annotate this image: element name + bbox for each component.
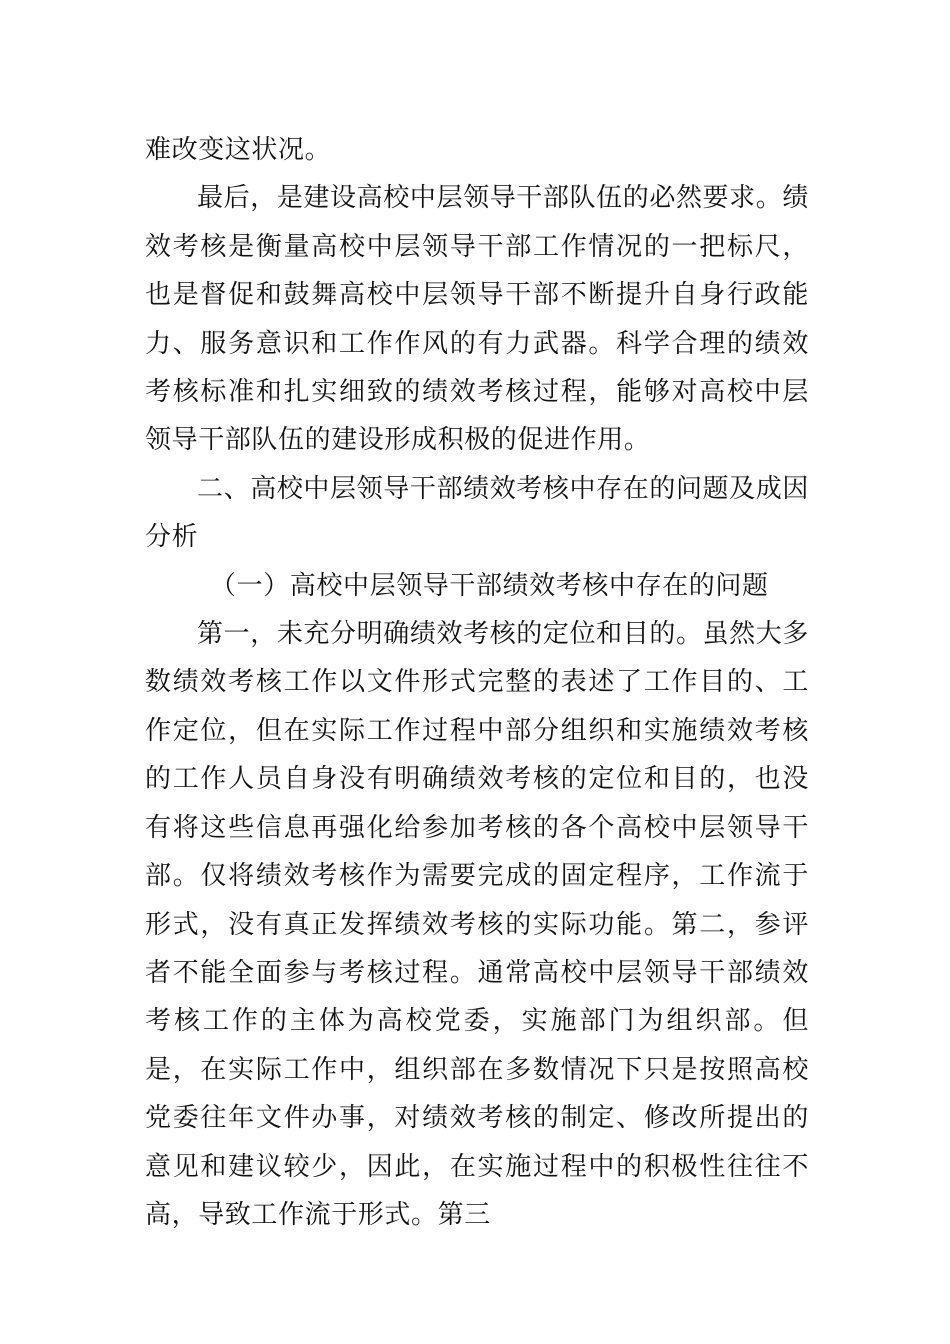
paragraph-finally: 最后，是建设高校中层领导干部队伍的必然要求。绩效考核是衡量高校中层领导干部工作情况的一把标尺，也是督促和鼓舞高校中层领导干部不断提升自身行政能力、服务意识和工作作风的有力武器。科学合理的绩效考核标准和扎实细致的绩效考核过程，能够对高校中层领导干部队伍的建设形成积极的促进作用。: [145, 183, 809, 456]
subsection-heading-2-1: （一）高校中层领导干部绩效考核中存在的问题: [210, 570, 769, 601]
paragraph-continuation: 难改变这状况。: [145, 135, 332, 165]
document-body: [145, 126, 809, 1239]
paragraph-problems: 第一，未充分明确绩效考核的定位和目的。虽然大多数绩效考核工作以文件形式完整的表述了工作目的、工作定位，但在实际工作过程中部分组织和实施绩效考核的工作人员自身没有明确绩效考核的定位和目的，也没有将这些信息再强化给参加考核的各个高校中层领导干部。仅将绩效考核作为需要完成的固定程序，工作流于形式，没有真正发挥绩效考核的实际功能。第二，参评者不能全面参与考核过程。通常高校中层领导干部绩效考核工作的主体为高校党委，实施部门为组织部。但是，在实际工作中，组织部在多数情况下只是按照高校党委往年文件办事，对绩效考核的制定、修改所提出的意见和建议较少，因此，在实施过程中的积极性往往不高，导致工作流于形式。第三: [145, 619, 809, 1230]
section-heading-2: 二、高校中层领导干部绩效考核中存在的问题及成因分析: [145, 473, 809, 553]
